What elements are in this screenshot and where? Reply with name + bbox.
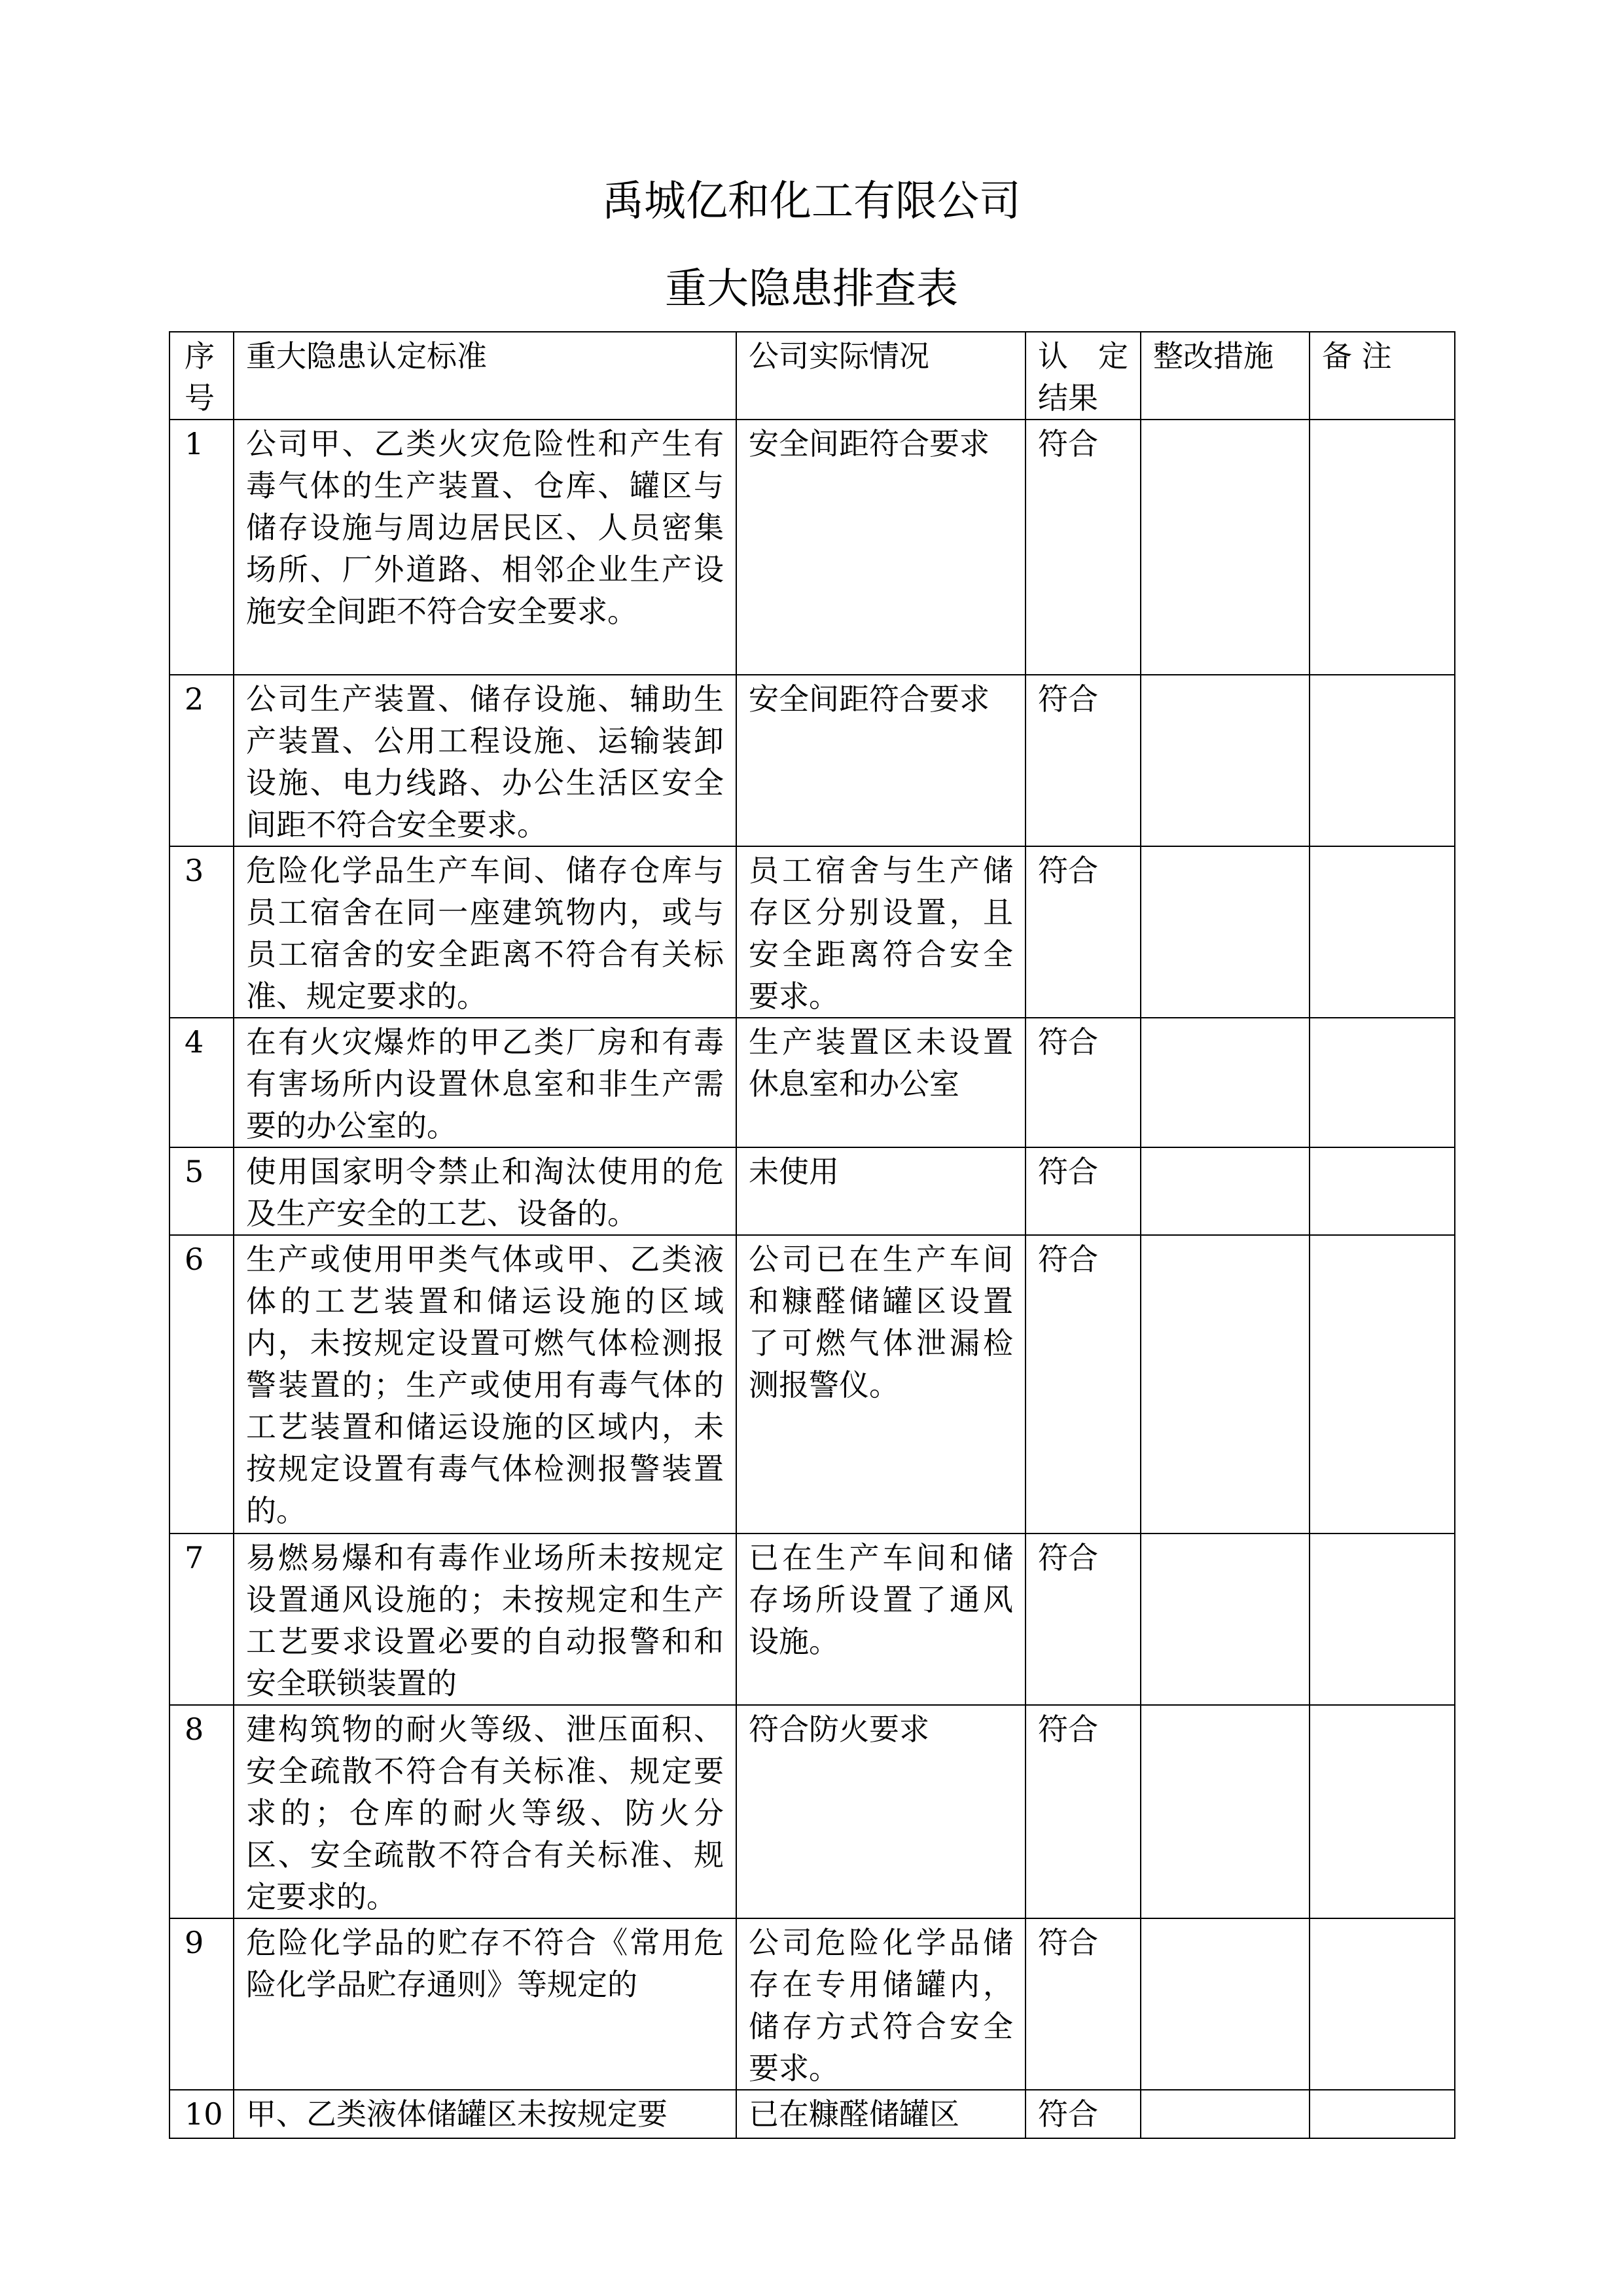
- row-measures: [1141, 1018, 1310, 1147]
- row-standard: 公司生产装置、储存设施、辅助生产装置、公用工程设施、运输装卸设施、电力线路、办公生活区安全间距不符合安全要求。: [234, 675, 736, 846]
- header-result: 认 定结果: [1026, 332, 1141, 420]
- row-actual: 符合防火要求: [736, 1705, 1026, 1918]
- table-row: [169, 1918, 1455, 2090]
- row-actual: 生产装置区未设置休息室和办公室: [736, 1018, 1026, 1147]
- row-result: 符合: [1026, 2090, 1141, 2138]
- row-seq: 6: [169, 1235, 234, 1534]
- header-notes: 备 注: [1310, 332, 1455, 420]
- row-result: 符合: [1026, 1918, 1141, 2090]
- document-title: 重大隐患排查表: [665, 265, 958, 314]
- row-measures: [1141, 1918, 1310, 2090]
- row-result: 符合: [1026, 420, 1141, 675]
- row-seq: 3: [169, 846, 234, 1018]
- row-seq: 9: [169, 1918, 234, 2090]
- row-measures: [1141, 675, 1310, 846]
- row-standard: 在有火灾爆炸的甲乙类厂房和有毒有害场所内设置休息室和非生产需要的办公室的。: [234, 1018, 736, 1147]
- row-notes: [1310, 1705, 1455, 1918]
- row-result: 符合: [1026, 1534, 1141, 1705]
- row-notes: [1310, 675, 1455, 846]
- row-seq: 1: [169, 420, 234, 675]
- table-row: [169, 675, 1455, 846]
- table-row: [169, 1235, 1455, 1534]
- row-actual: 已在生产车间和储存场所设置了通风设施。: [736, 1534, 1026, 1705]
- header-seq: 序号: [169, 332, 234, 420]
- row-actual: 已在糠醛储罐区: [736, 2090, 1026, 2138]
- row-notes: [1310, 1235, 1455, 1534]
- row-actual: 员工宿舍与生产储存区分别设置，且安全距离符合安全要求。: [736, 846, 1026, 1018]
- row-seq: 5: [169, 1147, 234, 1235]
- row-actual: 安全间距符合要求: [736, 675, 1026, 846]
- table-row: [169, 1534, 1455, 1705]
- row-standard: 使用国家明令禁止和淘汰使用的危及生产安全的工艺、设备的。: [234, 1147, 736, 1235]
- row-result: 符合: [1026, 675, 1141, 846]
- row-notes: [1310, 1147, 1455, 1235]
- row-actual: 公司已在生产车间和糠醛储罐区设置了可燃气体泄漏检测报警仪。: [736, 1235, 1026, 1534]
- row-standard: 易燃易爆和有毒作业场所未按规定设置通风设施的；未按规定和生产工艺要求设置必要的自动报警和和安全联锁装置的: [234, 1534, 736, 1705]
- row-seq: 10: [169, 2090, 234, 2138]
- row-standard: 甲、乙类液体储罐区未按规定要: [234, 2090, 736, 2138]
- table-header-row: [169, 332, 1455, 420]
- row-notes: [1310, 1534, 1455, 1705]
- row-result: 符合: [1026, 1235, 1141, 1534]
- row-actual: 公司危险化学品储存在专用储罐内，储存方式符合安全要求。: [736, 1918, 1026, 2090]
- row-notes: [1310, 2090, 1455, 2138]
- row-measures: [1141, 420, 1310, 675]
- header-actual: 公司实际情况: [736, 332, 1026, 420]
- table-row: [169, 420, 1455, 675]
- row-measures: [1141, 1147, 1310, 1235]
- row-standard: 生产或使用甲类气体或甲、乙类液体的工艺装置和储运设施的区域内，未按规定设置可燃气体检测报警装置的；生产或使用有毒气体的工艺装置和储运设施的区域内，未按规定设置有毒气体检测报警装置的。: [234, 1235, 736, 1534]
- table-row: [169, 2090, 1455, 2138]
- row-notes: [1310, 420, 1455, 675]
- row-measures: [1141, 1705, 1310, 1918]
- row-result: 符合: [1026, 1018, 1141, 1147]
- row-result: 符合: [1026, 846, 1141, 1018]
- row-measures: [1141, 1534, 1310, 1705]
- row-result: 符合: [1026, 1705, 1141, 1918]
- row-standard: 危险化学品的贮存不符合《常用危险化学品贮存通则》等规定的: [234, 1918, 736, 2090]
- row-notes: [1310, 1018, 1455, 1147]
- row-seq: 8: [169, 1705, 234, 1918]
- row-measures: [1141, 846, 1310, 1018]
- table-row: [169, 1018, 1455, 1147]
- table-row: [169, 1705, 1455, 1918]
- row-actual: 未使用: [736, 1147, 1026, 1235]
- row-notes: [1310, 846, 1455, 1018]
- row-seq: 2: [169, 675, 234, 846]
- row-standard: 公司甲、乙类火灾危险性和产生有毒气体的生产装置、仓库、罐区与储存设施与周边居民区、人员密集场所、厂外道路、相邻企业生产设施安全间距不符合安全要求。: [234, 420, 736, 675]
- row-measures: [1141, 1235, 1310, 1534]
- row-measures: [1141, 2090, 1310, 2138]
- table-row: [169, 1147, 1455, 1235]
- row-seq: 4: [169, 1018, 234, 1147]
- company-title: 禹城亿和化工有限公司: [602, 177, 1021, 226]
- row-standard: 建构筑物的耐火等级、泄压面积、安全疏散不符合有关标准、规定要求的；仓库的耐火等级、防火分区、安全疏散不符合有关标准、规定要求的。: [234, 1705, 736, 1918]
- header-standard: 重大隐患认定标准: [234, 332, 736, 420]
- row-seq: 7: [169, 1534, 234, 1705]
- hazard-inspection-table: [169, 331, 1455, 2139]
- row-actual: 安全间距符合要求: [736, 420, 1026, 675]
- row-result: 符合: [1026, 1147, 1141, 1235]
- table-row: [169, 846, 1455, 1018]
- header-measures: 整改措施: [1141, 332, 1310, 420]
- row-notes: [1310, 1918, 1455, 2090]
- row-standard: 危险化学品生产车间、储存仓库与员工宿舍在同一座建筑物内，或与员工宿舍的安全距离不符合有关标准、规定要求的。: [234, 846, 736, 1018]
